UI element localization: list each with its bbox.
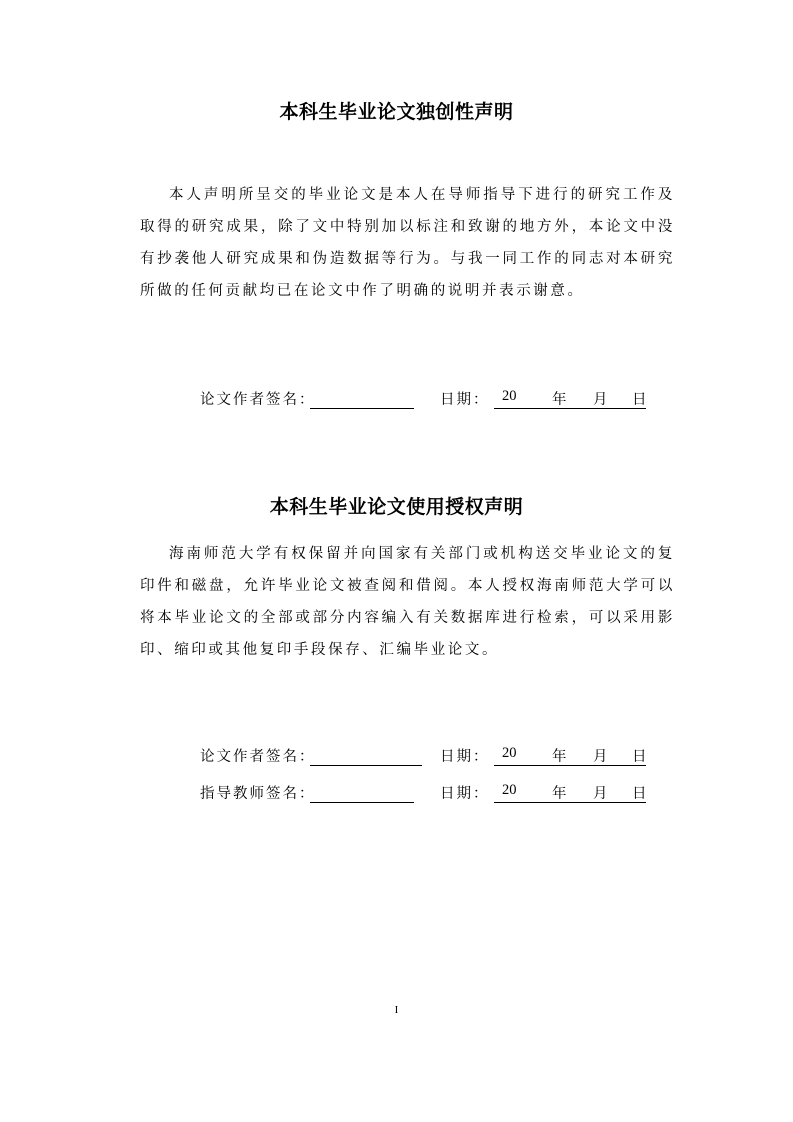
date-field[interactable]	[494, 782, 649, 803]
date-label: 日期：	[440, 392, 490, 408]
authorization-declaration-title: 本科生毕业论文使用授权声明	[269, 496, 524, 518]
year-prefix: 20	[502, 782, 517, 798]
month-unit: 月	[593, 392, 610, 408]
date-field[interactable]	[494, 745, 649, 766]
month-unit: 月	[593, 749, 610, 765]
day-unit: 日	[632, 392, 649, 408]
advisor-signature-field[interactable]	[310, 802, 414, 803]
day-unit: 日	[632, 749, 649, 765]
authorization-declaration-text: 海南师范大学有权保留并向国家有关部门或机构送交毕业论文的复印件和磁盘，允许毕业论文被查阅和借阅。本人授权海南师范大学可以将本毕业论文的全部或部分内容编入有关数据库进行检索，可以采用影印、缩印或其他复印手段保存、汇编毕业论文。	[140, 546, 675, 658]
advisor-signature-label: 指导教师签名：	[200, 786, 316, 802]
year-unit: 年	[552, 749, 569, 765]
author-signature-field[interactable]	[310, 408, 414, 409]
date-label: 日期：	[440, 786, 490, 802]
month-unit: 月	[593, 786, 610, 802]
page-number: I	[394, 1004, 399, 1016]
originality-declaration-body	[140, 179, 675, 307]
year-unit: 年	[552, 392, 569, 408]
authorization-declaration-body	[140, 538, 675, 666]
year-prefix: 20	[502, 745, 517, 761]
author-signature-field[interactable]	[310, 765, 422, 766]
day-unit: 日	[632, 786, 649, 802]
originality-declaration-text: 本人声明所呈交的毕业论文是本人在导师指导下进行的研究工作及取得的研究成果，除了文中特别加以标注和致谢的地方外，本论文中没有抄袭他人研究成果和伪造数据等行为。与我一同工作的同志对本研究所做的任何贡献均已在论文中作了明确的说明并表示谢意。	[140, 187, 675, 299]
date-field[interactable]	[494, 388, 649, 409]
author-signature-label: 论文作者签名：	[200, 392, 316, 408]
year-unit: 年	[552, 786, 569, 802]
year-prefix: 20	[502, 388, 517, 404]
date-label: 日期：	[440, 749, 490, 765]
author-signature-label: 论文作者签名：	[200, 749, 316, 765]
originality-declaration-title: 本科生毕业论文独创性声明	[279, 101, 514, 123]
